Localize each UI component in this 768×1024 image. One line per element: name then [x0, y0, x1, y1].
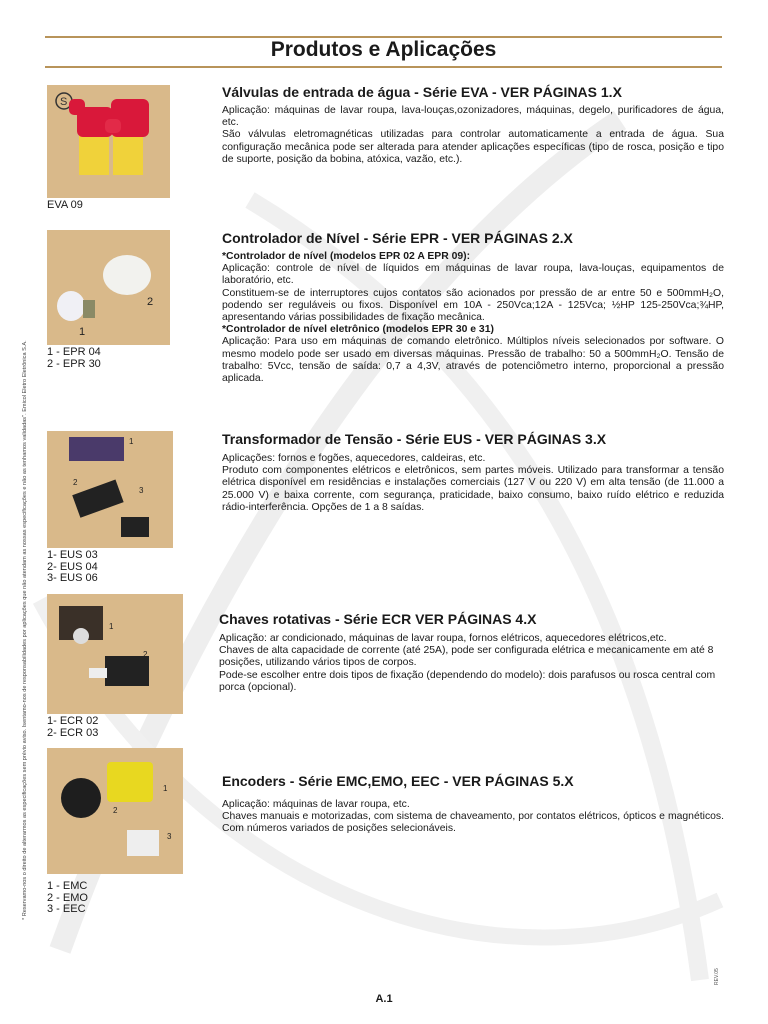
section-ecr: [219, 611, 724, 694]
eva-caption: EVA 09: [47, 199, 83, 211]
eva-valve-photo: [47, 85, 170, 198]
section-epr: [222, 230, 724, 385]
paragraph: Chaves manuais e motorizadas, com sistema de chaveamento, por contatos elétricos, ópticos e magnéticos. Com números variados de posições selecionáveis.: [222, 811, 724, 835]
paragraph: Pode-se escolher entre dois tipos de fixação (dependendo do modelo): dois parafusos ou rosca central com porca (opcional).: [219, 669, 716, 693]
title-rule: [45, 66, 722, 68]
item-label: 1: [163, 784, 168, 793]
eus-caption: 1- EUS 03 2- EUS 04 3- EUS 06: [47, 549, 98, 584]
encoder-photo: [47, 748, 183, 874]
section-heading: Controlador de Nível - Série EPR - VER PÁGINAS 2.X: [222, 230, 573, 246]
paragraph: São válvulas eletromagnéticas utilizadas para controlar automaticamente a entrada de água. Sua configuração mecânica pode ser alterada para atender aplicações específicas (tipo de rosca, posição e tipo de suporte, posição da bobina, atóxica, vazão, etc.).: [222, 129, 724, 165]
disclaimer-note: * Reservamo-nos o direito de alterarmos as especificações sem prévio aviso. Isentamo-nos de responsabilidades por aplicações que não atendam as nossas especificações e não as tenhamos validadas". Emicol Eletro Eletrônica S.A.: [22, 340, 28, 920]
subheading: *Controlador de nível eletrônico (modelos EPR 30 e 31): [222, 324, 494, 336]
paragraph: Produto com componentes elétricos e eletrônicos, sem partes móveis. Utilizado para transformar a tensão elétrica disponível em residências e instalações comerciais (127 V ou 220 V) em alta tensão (de 11.000 a 25.000 V) e baixa corrente, com segurança, praticidade, baixo consumo, baixo ruído elétrico e reduzida rádio-interferência. Opções de 1 a 8 saídas.: [222, 465, 724, 513]
paragraph: Aplicação: controle de nível de líquidos em máquinas de lavar roupa, lava-louças, equipamentos de laboratório, etc.: [222, 263, 724, 287]
epr-level-controller-photo: [47, 230, 170, 345]
page-title: Produtos e Aplicações: [270, 38, 497, 61]
item-label: 2: [147, 296, 154, 308]
revision-label: REV.05: [714, 968, 720, 985]
paragraph: Aplicação: Para uso em máquinas de comando eletrônico. Múltiplos níveis selecionados por software. O mesmo modelo pode ser usado em diversas máquinas. Pressão de trabalho: 50 a 500mmH₂O. Tensão de trabalho: 5Vcc, tensão de saída: 0,7 a 4,3V, através de potenciômetro interno, proporcional a pressão aplicada.: [222, 336, 724, 385]
section-eus: [222, 431, 724, 514]
page-number: A.1: [375, 993, 393, 1005]
section-heading: Chaves rotativas - Série ECR VER PÁGINAS 4.X: [219, 611, 537, 627]
item-label: 1: [109, 622, 114, 631]
item-label: 2: [143, 650, 148, 659]
paragraph: Constituem-se de interruptores cujos contatos são acionados por pressão de ar entre 50 e 500mmH₂O, podendo ser reguláveis ou fixos. Disponível em 10A - 250Vca;12A - 125Vca; ½HP 125-250Vca;¾HP, apresentando várias possibilidades de fixação mecânica.: [222, 287, 724, 324]
section-heading: Transformador de Tensão - Série EUS - VER PÁGINAS 3.X: [222, 431, 607, 447]
item-label: 3: [167, 832, 172, 841]
section-heading: Encoders - Série EMC,EMO, EEC - VER PÁGINAS 5.X: [222, 773, 574, 789]
paragraph: Aplicação: ar condicionado, máquinas de lavar roupa, fornos elétricos, aquecedores elétricos,etc.: [219, 633, 667, 644]
section-eva: [222, 84, 724, 166]
subheading: *Controlador de nível (modelos EPR 02 A EPR 09):: [222, 251, 471, 262]
ecr-rotary-switch-photo: [47, 594, 183, 714]
section-encoders: [222, 773, 724, 836]
paragraph: Aplicações: fornos e fogões, aquecedores, caldeiras, etc.: [222, 453, 486, 464]
paragraph: Aplicação: máquinas de lavar roupa, lava-louças,ozonizadores, máquinas, degelo, purificadores de água, etc.: [222, 105, 724, 129]
item-label: 2: [113, 806, 118, 815]
paragraph: Aplicação: máquinas de lavar roupa, etc.: [222, 799, 410, 810]
item-label: 1: [79, 326, 86, 338]
ecr-caption: 1- ECR 02 2- ECR 03: [47, 715, 99, 739]
paragraph: Chaves de alta capacidade de corrente (até 25A), pode ser configurada elétrica e mecanicamente em até 8 posições, utilizando vários tipos de corpos.: [219, 645, 714, 669]
eus-transformer-photo: [47, 431, 173, 548]
encoder-caption: 1 - EMC 2 - EMO 3 - EEC: [47, 880, 88, 915]
item-label: 1: [129, 437, 134, 446]
epr-caption: 1 - EPR 04 2 - EPR 30: [47, 346, 101, 370]
item-label: 3: [139, 486, 144, 495]
section-heading: Válvulas de entrada de água - Série EVA - VER PÁGINAS 1.X: [222, 84, 622, 100]
svg-text:S: S: [60, 96, 68, 108]
item-label: 2: [73, 478, 78, 487]
